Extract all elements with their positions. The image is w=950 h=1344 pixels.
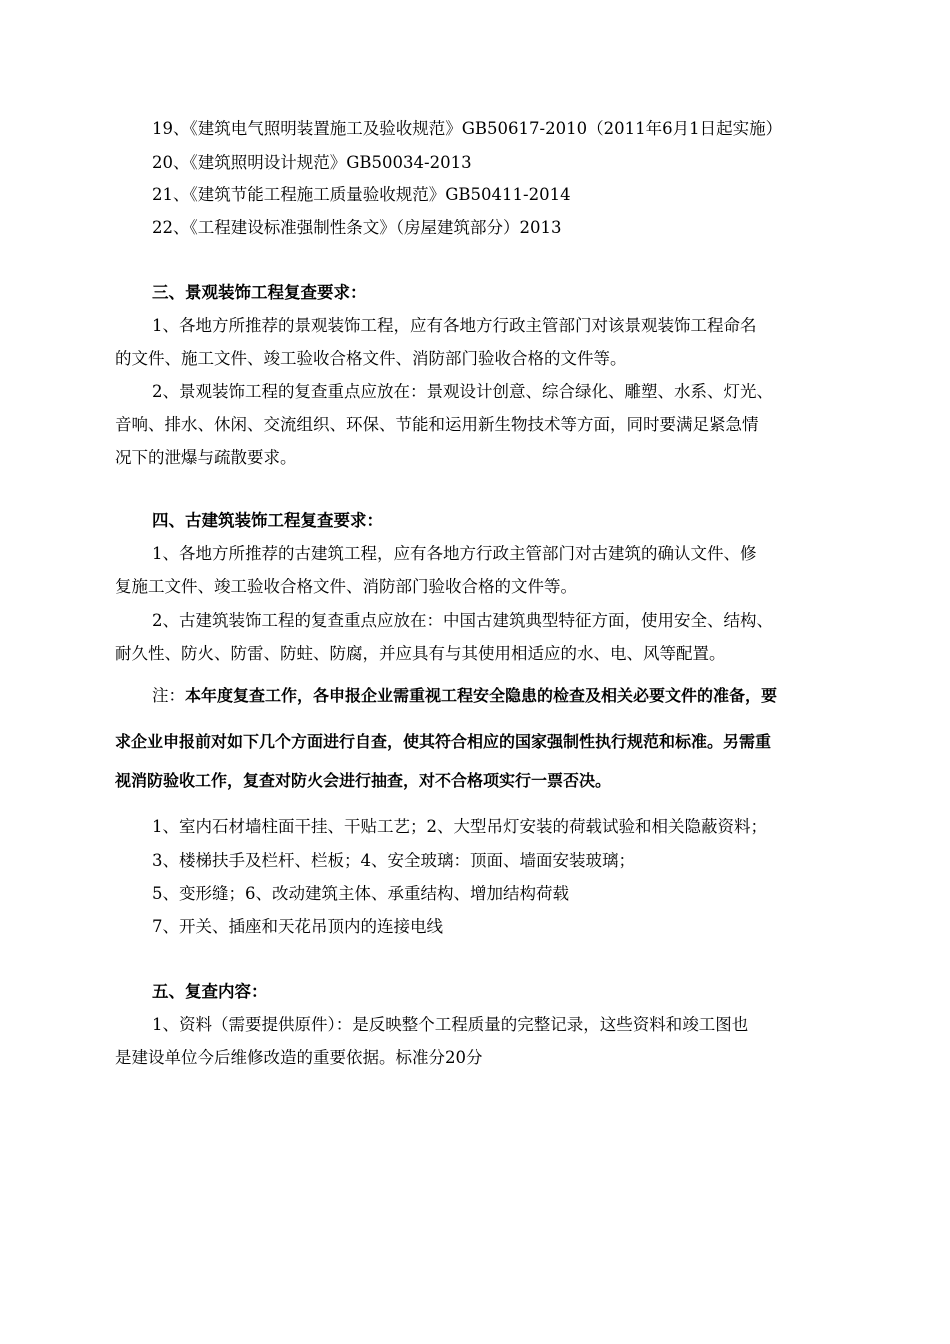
paragraph-line: 1、各地方所推荐的景观装饰工程，应有各地方行政主管部门对该景观装饰工程命名 [152,316,757,335]
paragraph-line: 1、资料（需要提供原件）：是反映整个工程质量的完整记录，这些资料和竣工图也 [152,1015,749,1034]
note-text: 本年度复查工作，各申报企业需重视工程安全隐患的检查及相关必要文件的准备，要 [185,686,778,705]
note-line [152,685,865,707]
paragraph-line: 复施工文件、竣工验收合格文件、消防部门验收合格的文件等。 [115,577,577,596]
check-item: 1、室内石材墙柱面干挂、干贴工艺；2、大型吊灯安装的荷载试验和相关隐蔽资料； [152,817,767,836]
note-line: 视消防验收工作，复查对防火会进行抽查，对不合格项实行一票否决。 [115,771,612,790]
section-heading: 五、复查内容： [152,982,268,1001]
reference-item: 20、《建筑照明设计规范》GB50034-2013 [152,153,472,172]
reference-item: 22、《工程建设标准强制性条文》（房屋建筑部分）2013 [152,218,562,237]
section-heading: 四、古建筑装饰工程复查要求： [152,511,383,530]
paragraph-line: 音响、排水、休闲、交流组织、环保、节能和运用新生物技术等方面，同时要满足紧急情 [115,415,759,434]
check-item: 3、楼梯扶手及栏杆、栏板；4、安全玻璃：顶面、墙面安装玻璃； [152,851,635,870]
note-line: 求企业申报前对如下几个方面进行自查，使其符合相应的国家强制性执行规范和标准。另需重 [115,732,772,751]
check-item: 7、开关、插座和天花吊顶内的连接电线 [152,917,443,936]
check-item: 5、变形缝；6、改动建筑主体、承重结构、增加结构荷载 [152,884,569,903]
paragraph-line: 2、景观装饰工程的复查重点应放在：景观设计创意、综合绿化、雕塑、水系、灯光、 [152,382,773,401]
reference-item: 21、《建筑节能工程施工质量验收规范》GB50411-2014 [152,185,571,204]
paragraph-line: 耐久性、防火、防雷、防蛀、防腐，并应具有与其使用相适应的水、电、风等配置。 [115,644,726,663]
reference-item: 19、《建筑电气照明装置施工及验收规范》GB50617-2010（2011年6月1日起实施） [152,119,783,138]
paragraph-line: 是建设单位今后维修改造的重要依据。标准分20分 [115,1048,483,1067]
paragraph-line: 的文件、施工文件、竣工验收合格文件、消防部门验收合格的文件等。 [115,349,627,368]
paragraph-line: 2、古建筑装饰工程的复查重点应放在：中国古建筑典型特征方面，使用安全、结构、 [152,611,773,630]
paragraph-line: 况下的泄爆与疏散要求。 [115,448,297,467]
section-heading: 三、景观装饰工程复查要求： [152,283,367,302]
paragraph-line: 1、各地方所推荐的古建筑工程，应有各地方行政主管部门对古建筑的确认文件、修 [152,544,757,563]
note-prefix: 注： [152,686,185,705]
